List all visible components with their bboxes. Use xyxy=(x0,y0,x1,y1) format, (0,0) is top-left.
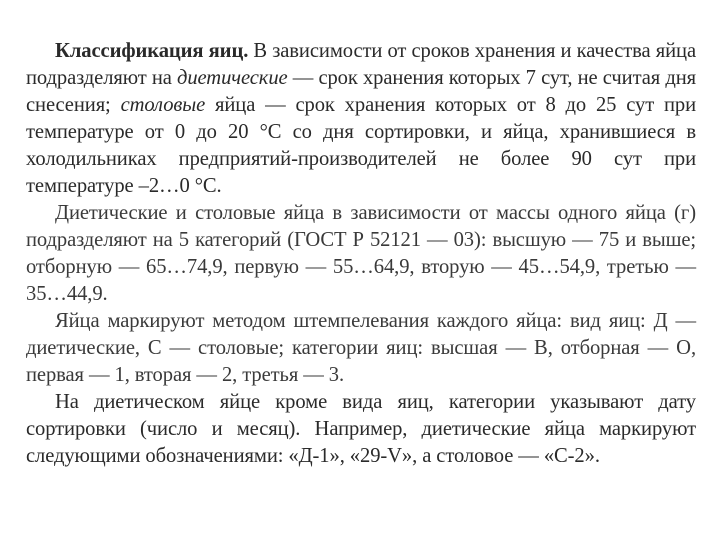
paragraph-categories xyxy=(26,200,696,308)
paragraph-classification xyxy=(26,38,696,200)
italic-term-table: столовые xyxy=(120,94,206,116)
paragraph-marking xyxy=(26,308,696,389)
paragraph-dietary-marking xyxy=(26,389,696,470)
heading-run: Классификация яиц. xyxy=(55,40,249,62)
text-run: Яйца маркируют методом штемпелевания каждого яйца: вид яиц: Д — диетические, С — столовые; категории яиц: высшая — В, отборная — О, первая — 1, вторая — 2, третья — 3. xyxy=(26,310,696,386)
text-run: — срок хранения которых 7 сут, не считая дня снесения; xyxy=(26,67,696,116)
text-run: В зависимости от сроков хранения и качества яйца подразделяют на xyxy=(26,40,696,89)
italic-term-dietary: диетические xyxy=(177,67,288,89)
text-run: яйца — срок хранения которых от 8 до 25 сут при температуре от 0 до 20 °С со дня сортировки, и яйца, хранившиеся в холодильниках предприятий-производителей не более 90 сут при температуре –2…0 °С. xyxy=(26,94,696,197)
text-run: Диетические и столовые яйца в зависимости от массы одного яйца (г) подразделяют на 5 категорий (ГОСТ Р 52121 — 03): высшую — 75 и выше; отборную — 65…74,9, первую — 55…64,9, вторую — 45…54,9, третью — 35…44,9. xyxy=(26,202,696,305)
document-page xyxy=(26,38,696,470)
text-run: На диетическом яйце кроме вида яиц, категории указывают дату сортировки (число и месяц). Например, диетические яйца маркируют следующими обозначениями: «Д-1», «29-V», а столовое — «С-2». xyxy=(26,391,696,467)
